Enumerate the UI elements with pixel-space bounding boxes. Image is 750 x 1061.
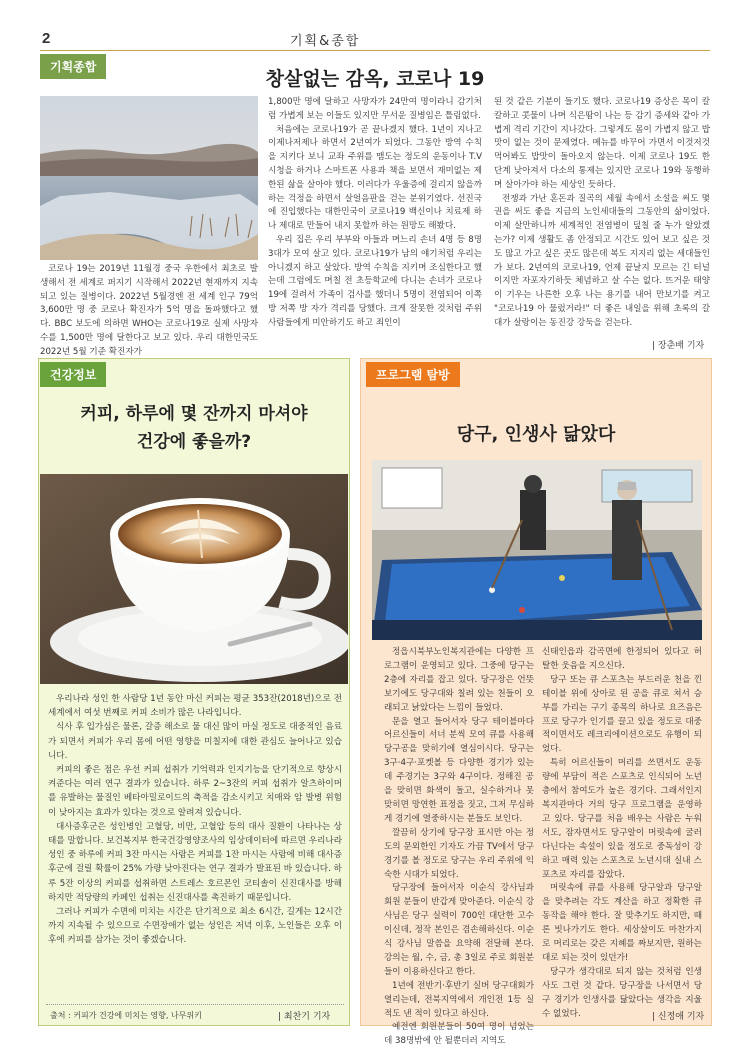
paragraph: 머릿속에 큐를 사용해 당구알과 당구알을 맞추려는 각도 계산을 하고 정확한 큐 동작을 해야 한다. 잘 맞추기도 하지만, 때론 빗나가기도 한다. 세상살이도 마찬가지로 머리로는 갖은 지혜를 짜보지만, 원하는 대로 되는 것이 있던가!: [542, 883, 702, 963]
paragraph: 깔끔히 상기에 당구장 표시만 아는 정도의 문외한인 기자도 가끔 TV에서 당구 경기를 볼 정도로 당구는 우리 주위에 익숙한 시대가 되었다.: [384, 827, 534, 880]
news-byline: | 장춘배 기자: [652, 341, 705, 351]
paragraph: 문을 열고 들어서자 당구 테이블마다 어르신들이 서너 분씩 모여 큐를 사용해 당구공을 맞히기에 열심이시다. 당구는 3구·4구·포켓볼 등 다양한 경기가 있는데 주경기는 3구와 4구이다. 정해진 공을 맞히면 화색이 돌고, 실수하거나 못 맞히면 망연한 표정을 짓고, 그저 무심하게 경기에 열중하시는 분들도 보인다.: [384, 716, 534, 824]
paragraph: 식사 후 입가심은 물론, 갈증 해소로 물 대신 많이 마실 정도로 대중적인 음료가 되면서 커피가 우리 몸에 어떤 영향을 미칠지에 대한 관심도 늘어나고 있습니다.: [48, 722, 342, 761]
paragraph: 정읍시북부노인복지관에는 다양한 프로그램이 운영되고 있다. 그중에 당구는 2층에 자리를 잡고 있다. 당구장은 언뜻 보기에도 당구대와 칠려 있는 천들이 오래되고 낡았다는 느낌이 들었다.: [384, 647, 534, 713]
news-col2: [268, 96, 482, 331]
health-source: 출처 : 커피가 건강에 미치는 영향, 나무위키: [50, 1011, 202, 1020]
health-body: [48, 692, 342, 948]
news-headline: 창살없는 감옥, 코로나 19: [265, 68, 485, 90]
top-rule: [40, 50, 710, 51]
paragraph: 당구장에 들어서자 이순식 강사님과 회원 분들이 반갑게 맞아준다. 이순식 강사님은 당구 실력이 700인 대단한 고수이신데, 정작 본인은 겸손해하신다. 이순식 강사님 말씀을 요약해 전달해 본다. 강의는 월, 수, 금, 총 3일로 주로 회원분들이 이용하신다고 한다.: [384, 883, 534, 977]
paragraph: 커피의 좋은 점은 우선 커피 섭취가 기억력과 인지기능을 단기적으로 향상시켜준다는 여러 연구 결과가 있습니다. 하루 2~3잔의 커피 섭취가 알츠하이머를 유발하는 물질인 베타아밀로이드의 축적을 감소시키고 치매와 암 발병 위험이 낮아지는 효과가 있다는 것으로 알려져 있습니다.: [48, 765, 342, 818]
health-byline: | 최찬기 기자: [278, 1012, 331, 1022]
program-col2: [542, 646, 705, 1022]
paragraph: 당구 또는 큐 스포츠는 부드러운 천을 낀 테이블 위에 상아로 된 공을 큐로 쳐서 승부를 가리는 구기 종목의 하나로 요즈음은 프로 당구가 인기를 끌고 있을 정도로 대중적이면서도 레크리에이션으로도 유행이 되었다.: [542, 674, 702, 755]
page-number: 2: [42, 30, 51, 47]
paragraph: 신태인읍과 감곡면에 한정되어 있다고 허탈한 웃음을 지으신다.: [542, 647, 702, 671]
coffee-photo: [40, 474, 348, 684]
paragraph: 처음에는 코로나19가 곧 끝나겠지 했다. 1년이 지나고 이제나저제나 하면서 2년여가 되었다. 그동안 방역 수칙을 지키다 보니 교좌 주위를 맴도는 정도의 운동이나 T.V 시청을 하거나 스마트폰 사용과 책을 보면서 재미없는 제한된 삶을 살아야 했다. 이러다가 우울증에 걸리지 않을까 하는 걱정을 하면서 살얼음판을 걷는 분위기였다. 선진국에 진입했다는 대한민국이 코로나19 백신이나 치료제 하나 제대로 만들어 내지 못할까 하는 원망도 해봤다.: [268, 124, 482, 232]
paragraph: 1,800만 명에 달하고 사망자가 24만여 명이라니 감기처럼 가볍게 보는 이들도 있지만 무서운 질병임은 틀림없다.: [268, 97, 482, 121]
paragraph: 된 것 같은 기분이 들기도 했다. 코로나19 증상은 목이 칼칼하고 콧물이 나며 식은땀이 나는 등 감기 증세와 같아 가볍게 격리 기간이 지나갔다. 그렇게도 몸이 가볍지 않고 밥맛이 없는 것이 문제였다. 메뉴를 바꾸어 가면서 이것저것 먹어봐도 밥맛이 돌아오지 않는다. 이제 코로나 19도 한 단계 낮아져서 다소의 통제는 있지만 코로나 19와 동행하며 살아가야 하는 세상인 듯하다.: [494, 97, 710, 190]
news-col3: [494, 96, 710, 331]
section-header: 기획&종합: [290, 34, 361, 49]
divider: [46, 1004, 344, 1005]
paragraph: 우리나라 성인 한 사람당 1년 동안 마신 커피는 평균 353잔(2018년)으로 전 세계에서 여섯 번째로 커피 소비가 많은 나라입니다.: [48, 694, 342, 719]
river-photo: [40, 96, 258, 260]
billiards-photo: [372, 460, 702, 640]
paragraph: 특히 어르신들이 머리를 쓰면서도 운동량에 부담이 적은 스포츠로 인식되어 노년층에서 참여도가 높은 경기다. 그래서인지 복지관마다 거의 당구 프로그램을 운영하고 있다. 당구를 처음 배우는 사람은 누워서도, 잠자면서도 당구알이 머릿속에 굴러다닌다는 속설이 있을 정도로 중독성이 강하고 매력 있는 스포츠로 노년시대 실내 스포츠로 자리를 잡았다.: [542, 758, 702, 880]
health-title: [38, 400, 350, 456]
paragraph: 그러나 커피가 수면에 미치는 시간은 단기적으로 최소 6시간, 길게는 12시간 까지 지속될 수 있으므로 수면장애가 없는 성인은 저녁 이후, 노인들은 오후 이후에 커피를 삼가는 것이 좋겠습니다.: [48, 907, 342, 946]
program-title: 당구, 인생사 닮았다: [456, 424, 616, 445]
health-title-line2: 건강에 좋을까?: [136, 432, 252, 452]
program-byline: | 신정애 기자: [652, 1012, 705, 1022]
news-tag: 기획종합: [40, 54, 106, 79]
paragraph: 코로나 19는 2019년 11월경 중국 우한에서 최초로 발생해서 전 세계로 퍼지기 시작해서 2022년 현재까지 지속되고 있는 질병이다. 2022년 5월경엔 전 세계 인구 79억 3,600만 명 중 코로나 확진자가 5억 명을 돌파했다고 했다. BBC 보도에 의하면 WHO는 코로나19로 실제 사망자 수를 1,500만 명에 달한다고 보고 있다. 우리 대한민국도 2022년 5월 기준 확진자가: [40, 264, 258, 357]
program-col1: [384, 646, 534, 1049]
paragraph: 예전엔 회원분들이 50여 명이 넘었는데 38명밖에 안 될뿐더러 지역도: [384, 1022, 534, 1047]
health-tag: 건강정보: [40, 362, 106, 387]
paragraph: 당구가 생각대로 되지 않는 것처럼 인생사도 그런 것 같다. 당구장을 나서면서 당구 경기가 인생사를 닮았다는 생각을 지울 수 없었다.: [542, 966, 702, 1019]
paragraph: 1년에 전반기·후반기 실버 당구대회가 열리는데, 전북지역에서 개인전 1등 실적도 낸 적이 있다고 하신다.: [384, 980, 534, 1019]
paragraph: 전쟁과 가난 혼돈과 질곡의 세월 속에서 소설을 써도 몇 권을 써도 좋을 지금의 노인세대들의 그동안의 삶이었다. 이제 살만하니까 세계적인 전염병이 덮칠 줄 누가 알았겠는가? 이제 생활도 좀 안정되고 시간도 있어 보고 싶은 것도 많고 가고 싶은 곳도 많은데 복도 지지리 없는 세대들인가 보다. 2년여의 코로나19, 언제 끝날지 모르는 긴 터널이지만 자포자기하듯 체념하고 살 수는 없다. 뜨거운 태양이 기우는 나른한 오후 나는 용기를 내어 만보기를 켜고 "코로나19 아 물렀거라!" 더 좋은 내일을 위해 초록의 갈대가 살랑이는 동진강 강둑을 걷는다.: [494, 193, 710, 328]
health-title-line1: 커피, 하루에 몇 잔까지 마셔야: [80, 404, 308, 424]
program-tag: 프로그램 탐방: [366, 362, 460, 387]
news-col1: [40, 263, 258, 360]
paragraph: 대사증후군은 성인병인 고혈당, 비만, 고혈압 등의 대사 질환이 나타나는 상태를 말합니다. 보건복지부 한국건강영양조사의 임상데이터에 따르면 우리나라 성인 중 하루에 커피 3잔 마시는 사람은 커피를 1잔 마시는 사람에 비해 대사증후군에 걸릴 확률이 25% 가량 낮아진다는 연구 결과가 발표된 바 있습니다. 하루 5잔 이상의 커피를 섭취하면 스트레스 호르몬인 코티솔이 신진대사를 방해하지만 적당량의 카페인 섭취는 신진대사를 촉진하기 때문입니다.: [48, 821, 342, 903]
paragraph: 우리 집은 우리 부부와 아들과 며느리 손녀 4명 등 8명 3대가 모여 살고 있다. 코로나19가 남의 얘기처럼 우리는 아니겠지 하고 살았다. 방역 수칙을 지키며 조심한다고 했는데 그럼에도 며칠 전 초등학교에 다니는 손녀가 코로나 19에 걸려서 가족이 검사를 했더니 5명이 전염되어 이쪽 방 저쪽 방 자가 격리를 당했다. 크게 잘못한 것처럼 주위 사람들에게 미안하기도 하고 죄인이: [268, 234, 482, 328]
